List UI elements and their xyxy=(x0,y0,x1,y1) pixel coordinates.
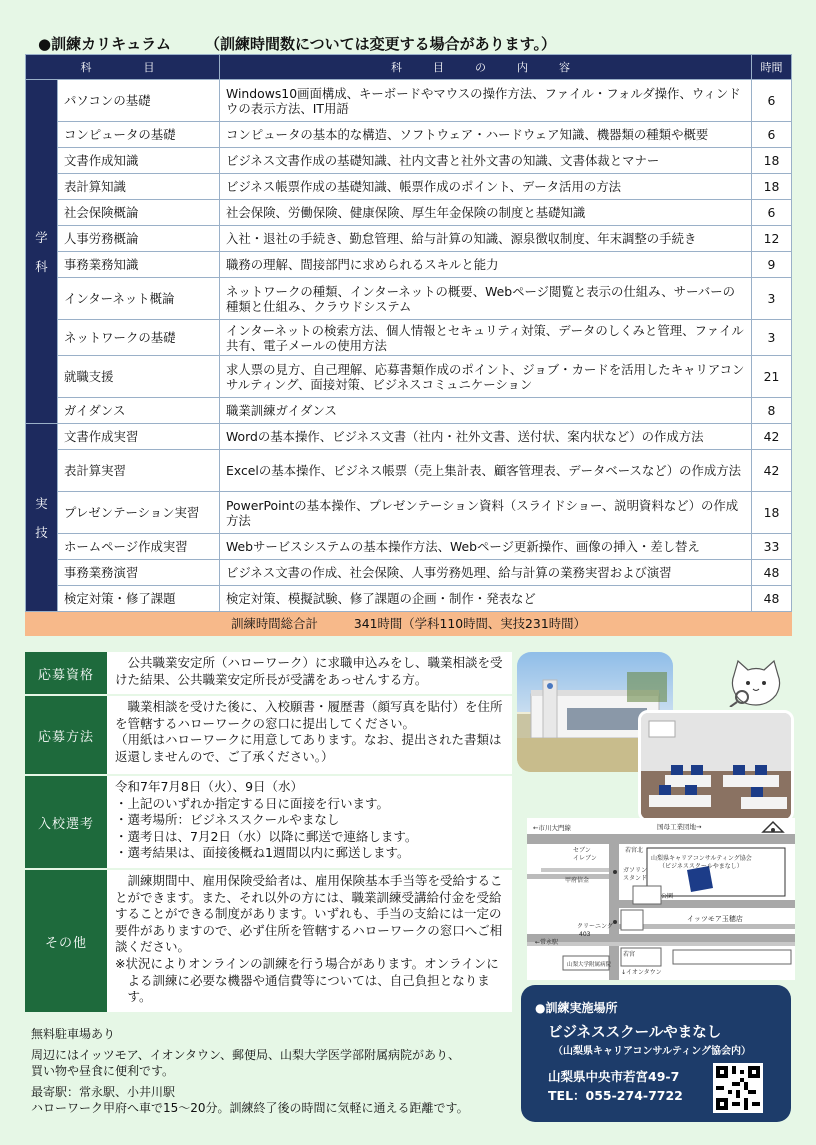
category-char: 技 xyxy=(35,524,48,540)
classroom-photo xyxy=(638,710,794,822)
cell-content: ネットワークの種類、インターネットの概要、Webページ閲覧と表示の仕組み、サーバーの種類と仕組み、クラウドシステム xyxy=(220,278,752,320)
cell-hours: 33 xyxy=(752,534,792,560)
method-text-main: 職業相談を受けた後に、入校願書・履歴書（顔写真を貼付）を住所を管轄するハローワークの窓口に提出してください。 xyxy=(115,699,503,731)
cell-hours: 3 xyxy=(752,278,792,320)
selection-item: ・選考場所：ビジネススクールやまなし xyxy=(115,812,340,828)
map-wakamiya: 若宮 xyxy=(623,951,636,958)
cell-hours: 6 xyxy=(752,200,792,226)
cell-subject: ネットワークの基礎 xyxy=(58,320,220,356)
cell-subject: ガイダンス xyxy=(58,398,220,424)
qualification-text: 公共職業安定所（ハローワーク）に求職申込みをし、職業相談を受けた結果、公共職業安定所長が受講をあっせんする方。 xyxy=(107,652,512,694)
selection-label: 入校選考 xyxy=(25,776,107,868)
table-row xyxy=(26,492,792,534)
nearby-note-1: 周辺にはイッツモア、イオンタウン、郵便局、山梨大学医学部附属病院があり、 xyxy=(31,1047,461,1062)
table-row xyxy=(26,278,792,320)
venue-org: （山梨県キャリアコンサルティング協会内） xyxy=(553,1046,751,1057)
venue-box xyxy=(521,985,791,1122)
table-row xyxy=(26,560,792,586)
map-aeon: ↓イオンタウン xyxy=(621,969,662,976)
header-content: 科 目 の 内 容 xyxy=(220,55,752,80)
map-gas-2: スタンド xyxy=(623,875,648,882)
other-row xyxy=(25,870,512,1014)
qr-code-icon[interactable] xyxy=(713,1063,763,1113)
cell-hours: 48 xyxy=(752,560,792,586)
total-label: 訓練時間総合計 xyxy=(231,616,318,631)
cell-hours: 42 xyxy=(752,450,792,492)
qualification-row xyxy=(25,652,512,696)
cell-subject: 社会保険概論 xyxy=(58,200,220,226)
access-note: ハローワーク甲府へ車で15～20分。訓練終了後の時間に気軽に通える距離です。 xyxy=(31,1101,469,1115)
category-label xyxy=(26,424,58,612)
cell-subject: パソコンの基礎 xyxy=(58,80,220,122)
cell-content: 検定対策、模擬試験、修了課題の企画・制作・発表など xyxy=(220,586,752,612)
cell-subject: 人事労務概論 xyxy=(58,226,220,252)
map-seven-2: イレブン xyxy=(573,855,597,862)
hours-note: （訓練時間数については変更する場合があります。） xyxy=(204,35,556,53)
cat-mascot-icon xyxy=(726,657,784,707)
cell-subject: 文書作成実習 xyxy=(58,424,220,450)
selection-item: ・選考結果は、面接後概ね1週間以内に郵送します。 xyxy=(115,845,410,861)
cell-hours: 18 xyxy=(752,492,792,534)
section-title-text: ●訓練カリキュラム xyxy=(38,35,171,53)
map-cleaning-1: クリーニング xyxy=(577,923,613,930)
cell-content: 社会保険、労働保険、健康保険、厚生年金保険の制度と基礎知識 xyxy=(220,200,752,226)
table-row xyxy=(26,320,792,356)
table-row xyxy=(26,398,792,424)
header-subject: 科 目 xyxy=(26,55,220,80)
cell-content: 求人票の見方、自己理解、応募書類作成のポイント、ジョブ・カードを活用したキャリアコンサルティング、面接対策、ビジネスコミュニケーション xyxy=(220,356,752,398)
cell-content: ビジネス帳票作成の基礎知識、帳票作成のポイント、データ活用の方法 xyxy=(220,174,752,200)
cell-subject: 事務業務演習 xyxy=(58,560,220,586)
table-row xyxy=(26,226,792,252)
cell-hours: 6 xyxy=(752,80,792,122)
table-row xyxy=(26,252,792,278)
cell-subject: 事務業務知識 xyxy=(58,252,220,278)
cell-content: コンピュータの基本的な構造、ソフトウェア・ハードウェア知識、機器類の種類や概要 xyxy=(220,122,752,148)
cell-hours: 42 xyxy=(752,424,792,450)
other-label: その他 xyxy=(25,870,107,1012)
application-info xyxy=(25,652,512,1014)
map-road-right: 国母工業団地→ xyxy=(657,823,702,831)
cell-content: ビジネス文書作成の基礎知識、社内文書と社外文書の知識、文書体裁とマナー xyxy=(220,148,752,174)
category-char: 実 xyxy=(35,495,48,511)
cell-subject: 表計算知識 xyxy=(58,174,220,200)
nearby-note-2: 買い物や昼食に便利です。 xyxy=(31,1064,175,1078)
table-row xyxy=(26,80,792,122)
map-kaiwaka-north: 若宮北 xyxy=(625,847,644,854)
other-text-main: 訓練期間中、雇用保険受給者は、雇用保険基本手当等を受給することができます。また、それ以外の方には、職業訓練受講給付金を受給することができる制度があります。いずれも、手当の支給には一定の要件がありますので、必ず住所を管轄するハローワークの窓口へご相談ください。 xyxy=(115,873,503,955)
cell-hours: 12 xyxy=(752,226,792,252)
map-road-left: ←市川大門線 xyxy=(533,824,571,832)
table-row xyxy=(26,200,792,226)
cell-subject: プレゼンテーション実習 xyxy=(58,492,220,534)
curriculum-body xyxy=(26,80,792,636)
cell-content: 入社・退社の手続き、勤怠管理、給与計算の知識、源泉徴収制度、年末調整の手続き xyxy=(220,226,752,252)
cell-content: PowerPointの基本操作、プレゼンテーション資料（スライドショー、説明資料など）の作成方法 xyxy=(220,492,752,534)
cell-hours: 18 xyxy=(752,174,792,200)
table-row xyxy=(26,174,792,200)
curriculum-table xyxy=(25,54,792,636)
cell-hours: 48 xyxy=(752,586,792,612)
cell-subject: ホームページ作成実習 xyxy=(58,534,220,560)
cell-content: Webサービスシステムの基本操作方法、Webページ更新操作、画像の挿入・差し替え xyxy=(220,534,752,560)
method-label: 応募方法 xyxy=(25,696,107,774)
cell-subject: 文書作成知識 xyxy=(58,148,220,174)
cell-content: Wordの基本操作、ビジネス文書（社内・社外文書、送付状、案内状など）の作成方法 xyxy=(220,424,752,450)
map-itsumore: イッツモア玉穂店 xyxy=(687,915,743,923)
venue-name: ビジネススクールやまなし xyxy=(548,1025,722,1041)
venue-heading: ●訓練実施場所 xyxy=(535,1001,618,1015)
table-row xyxy=(26,424,792,450)
venue-tel[interactable]: TEL：055-274-7722 xyxy=(548,1088,683,1103)
other-text xyxy=(107,870,512,1012)
cell-hours: 6 xyxy=(752,122,792,148)
map-shinkin: 甲府信金 xyxy=(565,877,590,884)
table-row xyxy=(26,148,792,174)
cell-content: ビジネス文書の作成、社会保険、人事労務処理、給与計算の業務実習および演習 xyxy=(220,560,752,586)
selection-item: ・選考日は、7月2日（水）以降に郵送で連絡します。 xyxy=(115,828,418,844)
table-header-row xyxy=(26,55,792,80)
selection-row xyxy=(25,776,512,870)
method-row xyxy=(25,696,512,776)
header-hours: 時間 xyxy=(752,55,792,80)
cell-hours: 21 xyxy=(752,356,792,398)
category-char: 科 xyxy=(35,258,48,274)
map-tokonaga: ←常永駅 xyxy=(535,939,559,946)
map-building-1: 山梨県キャリアコンサルティング協会 xyxy=(651,855,752,862)
selection-item: ・上記のいずれか指定する日に面接を行います。 xyxy=(115,795,390,811)
cell-subject: 就職支援 xyxy=(58,356,220,398)
cell-hours: 18 xyxy=(752,148,792,174)
map-seven-1: セブン xyxy=(573,847,591,854)
table-row xyxy=(26,450,792,492)
table-row xyxy=(26,122,792,148)
map-cleaning-2: 403 xyxy=(579,931,591,938)
method-text xyxy=(107,696,512,774)
cell-subject: インターネット概論 xyxy=(58,278,220,320)
map-building-2: （ビジネススクールやまなし） xyxy=(659,863,743,870)
other-text-note: ※状況によりオンラインの訓練を行う場合があります。オンラインによる訓練に必要な機器や通信費等については、自己負担となります。 xyxy=(115,955,499,1005)
cell-hours: 9 xyxy=(752,252,792,278)
cell-content: インターネットの検索方法、個人情報とセキュリティ対策、データのしくみと管理、ファイル共有、電子メールの使用方法 xyxy=(220,320,752,356)
table-row xyxy=(26,534,792,560)
selection-date: 令和7年7月8日（火）、9日（水） xyxy=(115,779,304,794)
parking-note: 無料駐車場あり xyxy=(31,1027,116,1041)
access-notes xyxy=(31,1026,469,1117)
total-cell xyxy=(26,612,792,636)
total-row xyxy=(26,612,792,636)
method-text-note: （用紙はハローワークに用意してあります。なお、提出された書類は返還しませんので、ご了承ください。） xyxy=(115,732,502,764)
table-row xyxy=(26,356,792,398)
cell-subject: 表計算実習 xyxy=(58,450,220,492)
selection-text xyxy=(107,776,512,868)
cell-content: Windows10画面構成、キーボードやマウスの操作方法、ファイル・フォルダ操作、ウィンドウの表示方法、IT用語 xyxy=(220,80,752,122)
cell-subject: コンピュータの基礎 xyxy=(58,122,220,148)
access-map xyxy=(527,818,795,980)
map-hospital: 山梨大学附属病院 xyxy=(567,962,612,968)
cell-content: 職務の理解、間接部門に求められるスキルと能力 xyxy=(220,252,752,278)
qualification-label: 応募資格 xyxy=(25,652,107,694)
cell-hours: 8 xyxy=(752,398,792,424)
table-row xyxy=(26,586,792,612)
category-char: 学 xyxy=(35,229,48,245)
cell-content: Excelの基本操作、ビジネス帳票（売上集計表、顧客管理表、データベースなど）の作成方法 xyxy=(220,450,752,492)
cell-content: 職業訓練ガイダンス xyxy=(220,398,752,424)
cell-hours: 3 xyxy=(752,320,792,356)
map-gas-1: ガソリン xyxy=(623,867,648,874)
station-note: 最寄駅：常永駅、小井川駅 xyxy=(31,1084,176,1099)
venue-address: 山梨県中央市若宮49-7 xyxy=(548,1069,680,1084)
cell-subject: 検定対策・修了課題 xyxy=(58,586,220,612)
category-label xyxy=(26,80,58,424)
map-park: 公園 xyxy=(661,893,674,900)
curriculum-title xyxy=(38,33,556,54)
total-value: 341時間（学科110時間、実技231時間） xyxy=(353,616,586,631)
